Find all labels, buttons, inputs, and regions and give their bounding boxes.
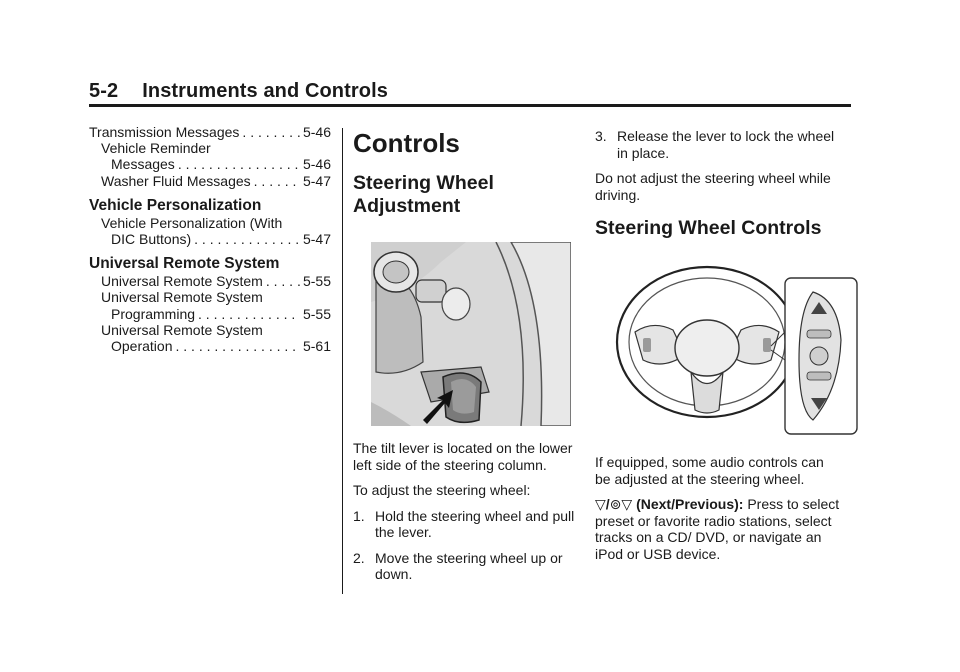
seek-icon: ⊚ bbox=[609, 496, 622, 512]
toc-entry-title: DIC Buttons) bbox=[111, 231, 192, 248]
toc-group-title-universal-remote: Universal Remote System bbox=[89, 255, 280, 273]
toc-entry[interactable] bbox=[89, 173, 331, 189]
toc-entry-title: Universal Remote System bbox=[101, 273, 263, 290]
section-title: Instruments and Controls bbox=[142, 80, 388, 102]
toc-entry-page: 5-61 bbox=[302, 338, 331, 355]
toc-entry[interactable] bbox=[89, 231, 331, 247]
toc-entry[interactable] bbox=[89, 124, 331, 140]
toc-group1-list bbox=[89, 215, 331, 247]
toc-entry-page: 5-55 bbox=[302, 273, 331, 290]
no-adjust-warning: Do not adjust the steering wheel while driving. bbox=[595, 170, 831, 203]
next-previous-description bbox=[595, 496, 851, 562]
step-3 bbox=[595, 128, 835, 161]
page-header bbox=[89, 80, 388, 103]
toc-entry[interactable] bbox=[89, 215, 331, 231]
page-number: 5-2 bbox=[89, 80, 119, 102]
toc-entry[interactable] bbox=[89, 289, 331, 305]
step-1-number: 1. bbox=[353, 507, 365, 524]
toc-entry-title: Universal Remote System bbox=[101, 289, 263, 306]
step-3-text: Release the lever to lock the wheel in place. bbox=[617, 128, 835, 161]
step-1-text: Hold the steering wheel and pull the lever. bbox=[375, 507, 575, 540]
toc-entry-page: 5-46 bbox=[302, 124, 331, 140]
toc-entry-title: Universal Remote System bbox=[101, 321, 263, 338]
steering-controls-heading: Steering Wheel Controls bbox=[595, 217, 822, 239]
audio-controls-intro: If equipped, some audio controls can be adjusted at the steering wheel. bbox=[595, 454, 824, 487]
step-2-number: 2. bbox=[353, 549, 365, 566]
chapter-heading: Controls bbox=[353, 128, 460, 158]
toc-entry[interactable] bbox=[89, 156, 331, 172]
header-rule bbox=[89, 104, 851, 107]
step-3-number: 3. bbox=[595, 128, 607, 144]
toc-leader-dots bbox=[198, 306, 300, 322]
toc-entry-page: 5-47 bbox=[302, 172, 331, 189]
toc-entry-page: 5-46 bbox=[302, 156, 331, 173]
toc-leader-dots bbox=[254, 173, 300, 189]
step-1 bbox=[353, 508, 583, 541]
toc-group-title-personalization: Vehicle Personalization bbox=[89, 196, 262, 214]
steering-wheel-controls-illustration bbox=[613, 260, 863, 438]
toc-entry-title: Washer Fluid Messages bbox=[101, 172, 251, 189]
toc-entry-title: Operation bbox=[111, 338, 173, 355]
toc-entry-title: Transmission Messages bbox=[89, 124, 240, 140]
column-divider bbox=[342, 128, 343, 594]
section-heading-line1: Steering Wheel bbox=[353, 172, 494, 194]
toc-entry-title: Messages bbox=[111, 156, 175, 173]
toc-leader-dots bbox=[266, 273, 300, 289]
preset-up-icon: ▽ bbox=[595, 496, 606, 512]
toc-entry-page: 5-47 bbox=[302, 231, 331, 248]
tilt-lever-description: The tilt lever is located on the lower left side of the steering column. bbox=[353, 440, 573, 473]
toc-entry[interactable] bbox=[89, 322, 331, 338]
toc-leader-dots bbox=[178, 156, 300, 172]
tilt-lever-illustration bbox=[371, 242, 571, 426]
next-previous-label: (Next/Previous): bbox=[636, 496, 744, 512]
toc-entry[interactable] bbox=[89, 338, 331, 354]
toc-entry-title: Vehicle Reminder bbox=[101, 140, 211, 157]
toc-entry[interactable] bbox=[89, 306, 331, 322]
toc-entry-page: 5-55 bbox=[302, 305, 331, 322]
preset-down-icon: ▽ bbox=[621, 496, 633, 512]
toc-leader-dots bbox=[194, 231, 300, 247]
toc-column bbox=[89, 124, 331, 354]
steering-controls-column bbox=[595, 128, 860, 571]
toc-group2-list bbox=[89, 273, 331, 354]
toc-entry-title: Programming bbox=[111, 305, 196, 322]
control-separator: / bbox=[605, 496, 610, 512]
step-2-text: Move the steering wheel up or down. bbox=[375, 549, 563, 582]
toc-entry-title: Vehicle Personalization (With bbox=[101, 214, 283, 231]
toc-leader-dots bbox=[175, 338, 299, 354]
controls-column bbox=[353, 128, 583, 592]
toc-entry[interactable] bbox=[89, 273, 331, 289]
toc-leader-dots bbox=[242, 124, 300, 140]
next-previous-text: Press to select preset or favorite radio stations, select tracks on a CD/ DVD, or navigate an iPod or USB device. bbox=[595, 496, 840, 562]
section-heading-line2: Adjustment bbox=[353, 195, 461, 217]
step-2 bbox=[353, 550, 583, 583]
toc-top-list bbox=[89, 124, 331, 189]
adjust-intro: To adjust the steering wheel: bbox=[353, 482, 531, 498]
toc-entry[interactable] bbox=[89, 140, 331, 156]
